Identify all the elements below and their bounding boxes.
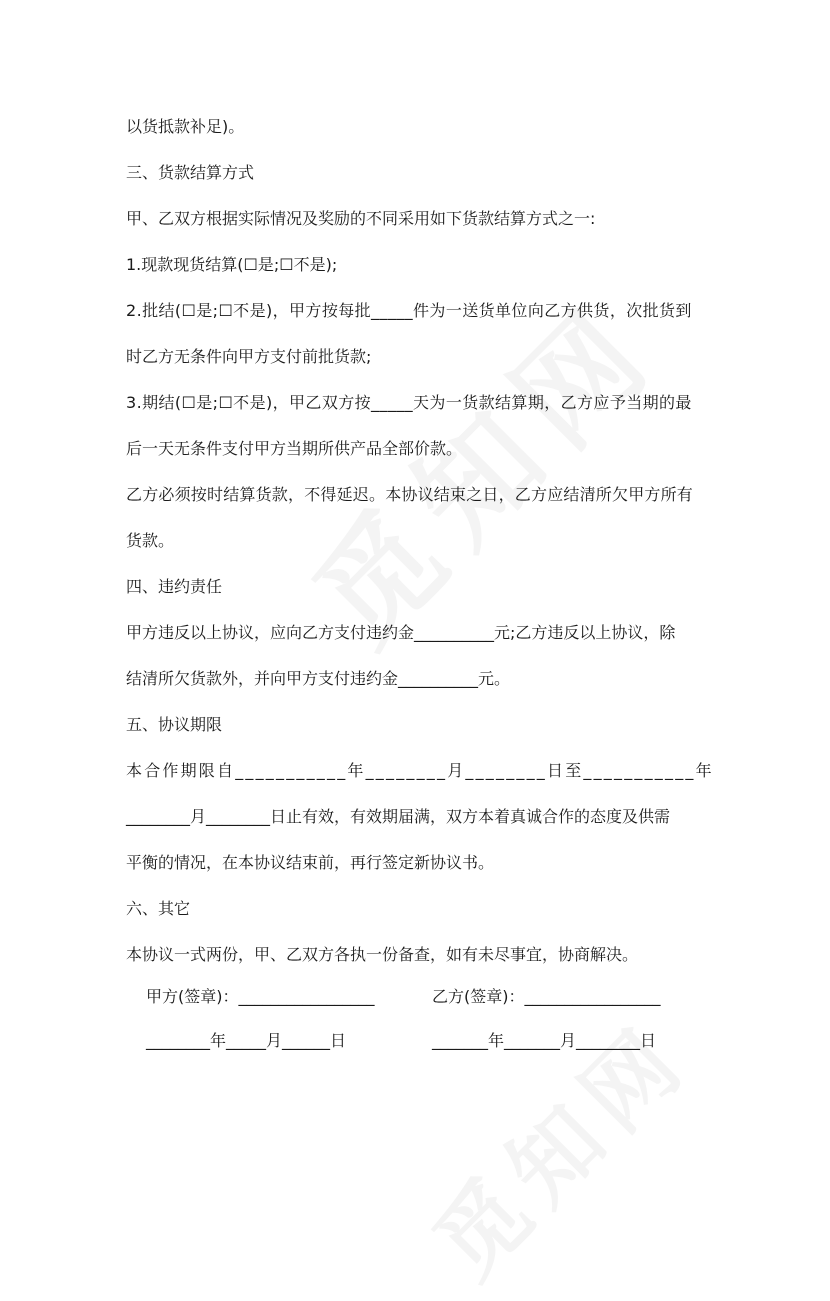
heading-term: 五、协议期限 xyxy=(126,715,223,734)
paragraph-liability-line2: 结清所欠货款外，并向甲方支付违约金__________元。 xyxy=(126,669,511,688)
option-batch-line2: 时乙方无条件向甲方支付前批货款; xyxy=(126,347,372,366)
paragraph-continuation: 以货抵款补足)。 xyxy=(126,117,245,136)
party-a-signature: 甲方(签章)：_________________ xyxy=(146,987,375,1006)
option-period-line2: 后一天无条件支付甲方当期所供产品全部价款。 xyxy=(126,439,463,458)
paragraph-other: 本协议一式两份，甲、乙双方各执一份备查，如有未尽事宜，协商解决。 xyxy=(126,945,639,964)
paragraph-term-line1: 本合作期限自___________年________月________日至___________年 xyxy=(126,761,714,780)
paragraph-settlement-line2: 货款。 xyxy=(126,531,175,550)
heading-other: 六、其它 xyxy=(126,899,191,918)
paragraph-term-line2: ________月________日止有效，有效期届满，双方本着真诚合作的态度及供需 xyxy=(126,807,671,826)
document-body xyxy=(126,104,714,978)
paragraph-liability-line1: 甲方违反以上协议，应向乙方支付违约金__________元;乙方违反以上协议，除 xyxy=(126,623,676,642)
option-period-line1: 3.期结(☐是;☐不是)，甲乙双方按_____天为一货款结算期，乙方应予当期的最 xyxy=(126,393,692,412)
party-b-date: _______年_______月________日 xyxy=(432,1031,657,1050)
paragraph-payment-intro: 甲、乙双方根据实际情况及奖励的不同采用如下货款结算方式之一: xyxy=(126,209,596,228)
paragraph-term-line3: 平衡的情况，在本协议结束前，再行签定新协议书。 xyxy=(126,853,495,872)
option-batch-line1: 2.批结(☐是;☐不是)，甲方按每批_____件为一送货单位向乙方供货，次批货到 xyxy=(126,301,692,320)
option-cash: 1.现款现货结算(☐是;☐不是); xyxy=(126,255,338,274)
paragraph-settlement-line1: 乙方必须按时结算货款，不得延迟。本协议结束之日，乙方应结清所欠甲方所有 xyxy=(126,485,694,504)
party-b-signature: 乙方(签章)：_________________ xyxy=(432,987,661,1006)
party-a-date: ________年_____月______日 xyxy=(146,1031,347,1050)
heading-liability: 四、违约责任 xyxy=(126,577,223,596)
heading-payment-method: 三、货款结算方式 xyxy=(126,163,255,182)
